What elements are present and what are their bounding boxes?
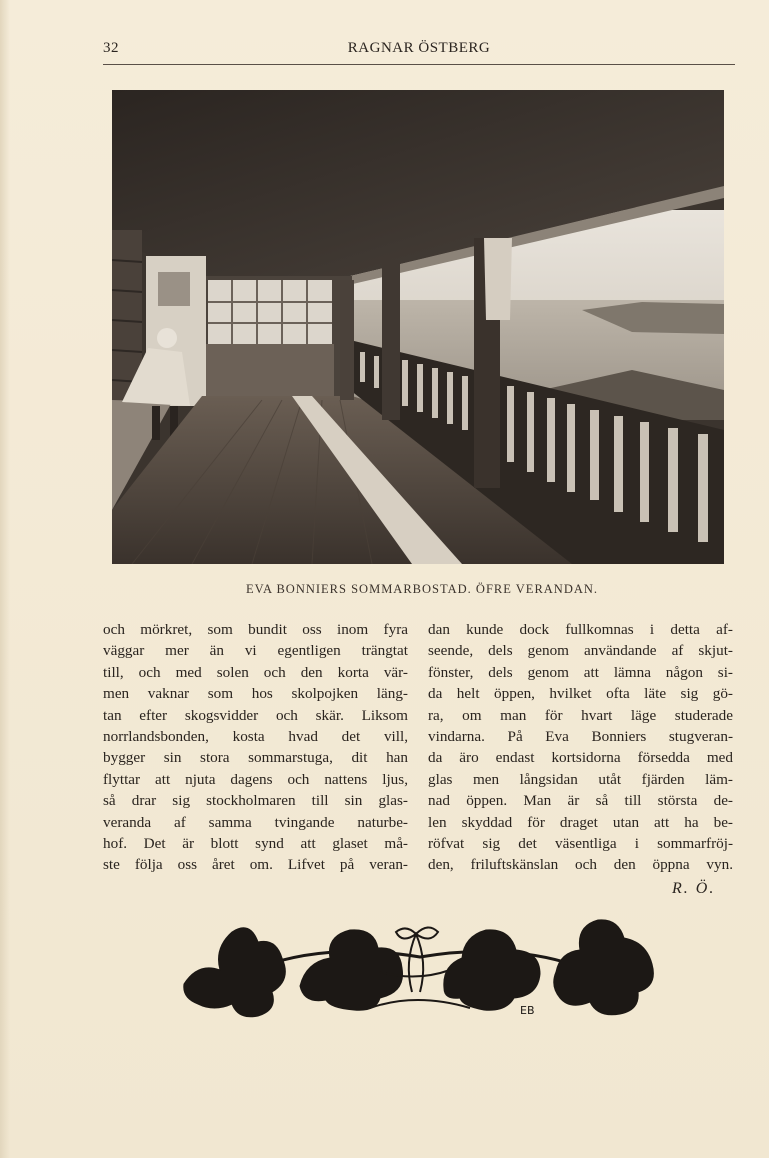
monogram: EB (520, 1004, 535, 1017)
text-line: till, och med solen och den korta vär- (103, 663, 408, 681)
text-line: nad öppen. Man är så till största de- (428, 792, 733, 810)
photo-caption: EVA BONNIERS SOMMARBOSTAD. ÖFRE VERANDAN. (245, 582, 599, 596)
text-column-right (428, 619, 733, 876)
ivy-leaf-icon (300, 930, 403, 1010)
ivy-leaf-vignette (180, 912, 660, 1022)
author-signature: R. Ö. (672, 880, 716, 897)
running-title: RAGNAR ÖSTBERG (347, 40, 491, 56)
text-line: bygger sin stora sommarstuga, dit han (103, 749, 408, 767)
text-line: röfvat sig det väsentliga i sommarfröj- (428, 834, 733, 852)
text-line: glas men långsidan utåt fjärden läm- (428, 770, 733, 788)
text-line: ra, om man för hvart läge studerade (428, 706, 733, 724)
text-line: väggar mer än vi egentligen trängtat (103, 642, 408, 660)
text-line: så drar sig stockholmaren till sin glas- (103, 792, 408, 810)
text-line: fönster, dels genom att lämna någon si- (428, 663, 733, 681)
text-line: seende, dels genom användande af skjut- (428, 642, 733, 660)
text-line: dan kunde dock fullkomnas i detta af- (428, 621, 733, 638)
text-line: men vaknar som hos skolpojken läng- (103, 685, 408, 703)
header-rule (103, 64, 735, 65)
text-line: flyttar att njuta dagens och nattens ljus, (103, 770, 408, 788)
text-line: da äro endast kortsidorna försedda med (428, 749, 733, 767)
text-line: den, friluftskänslan och den öppna vyn. (428, 856, 733, 874)
text-column-left (103, 619, 408, 876)
text-line: veranda af samma tvingande naturbe- (103, 813, 408, 831)
text-line: hof. Det är blott synd att glaset må- (103, 834, 408, 852)
ivy-leaf-icon (554, 920, 654, 1015)
ivy-leaf-icon (444, 930, 540, 1010)
text-line: norrlandsbonden, kosta hvad det vill, (103, 727, 408, 745)
text-line: vindarna. På Eva Bonniers stugveran- (428, 727, 733, 745)
veranda-photograph (112, 90, 724, 564)
text-line: da helt öppen, hvilket ofta läte sig gö- (428, 685, 733, 703)
text-line: ste följa oss året om. Lifvet på veran- (103, 856, 408, 874)
page-number: 32 (103, 40, 119, 56)
text-line: tan efter skogsvidder och skär. Liksom (103, 706, 408, 724)
text-line: och mörkret, som bundit oss inom fyra (103, 621, 408, 638)
page-edge-shadow (0, 0, 10, 1158)
ivy-leaf-icon (184, 928, 286, 1017)
page-header (103, 40, 735, 62)
text-line: len skyddad för draget utan att ha be- (428, 813, 733, 831)
